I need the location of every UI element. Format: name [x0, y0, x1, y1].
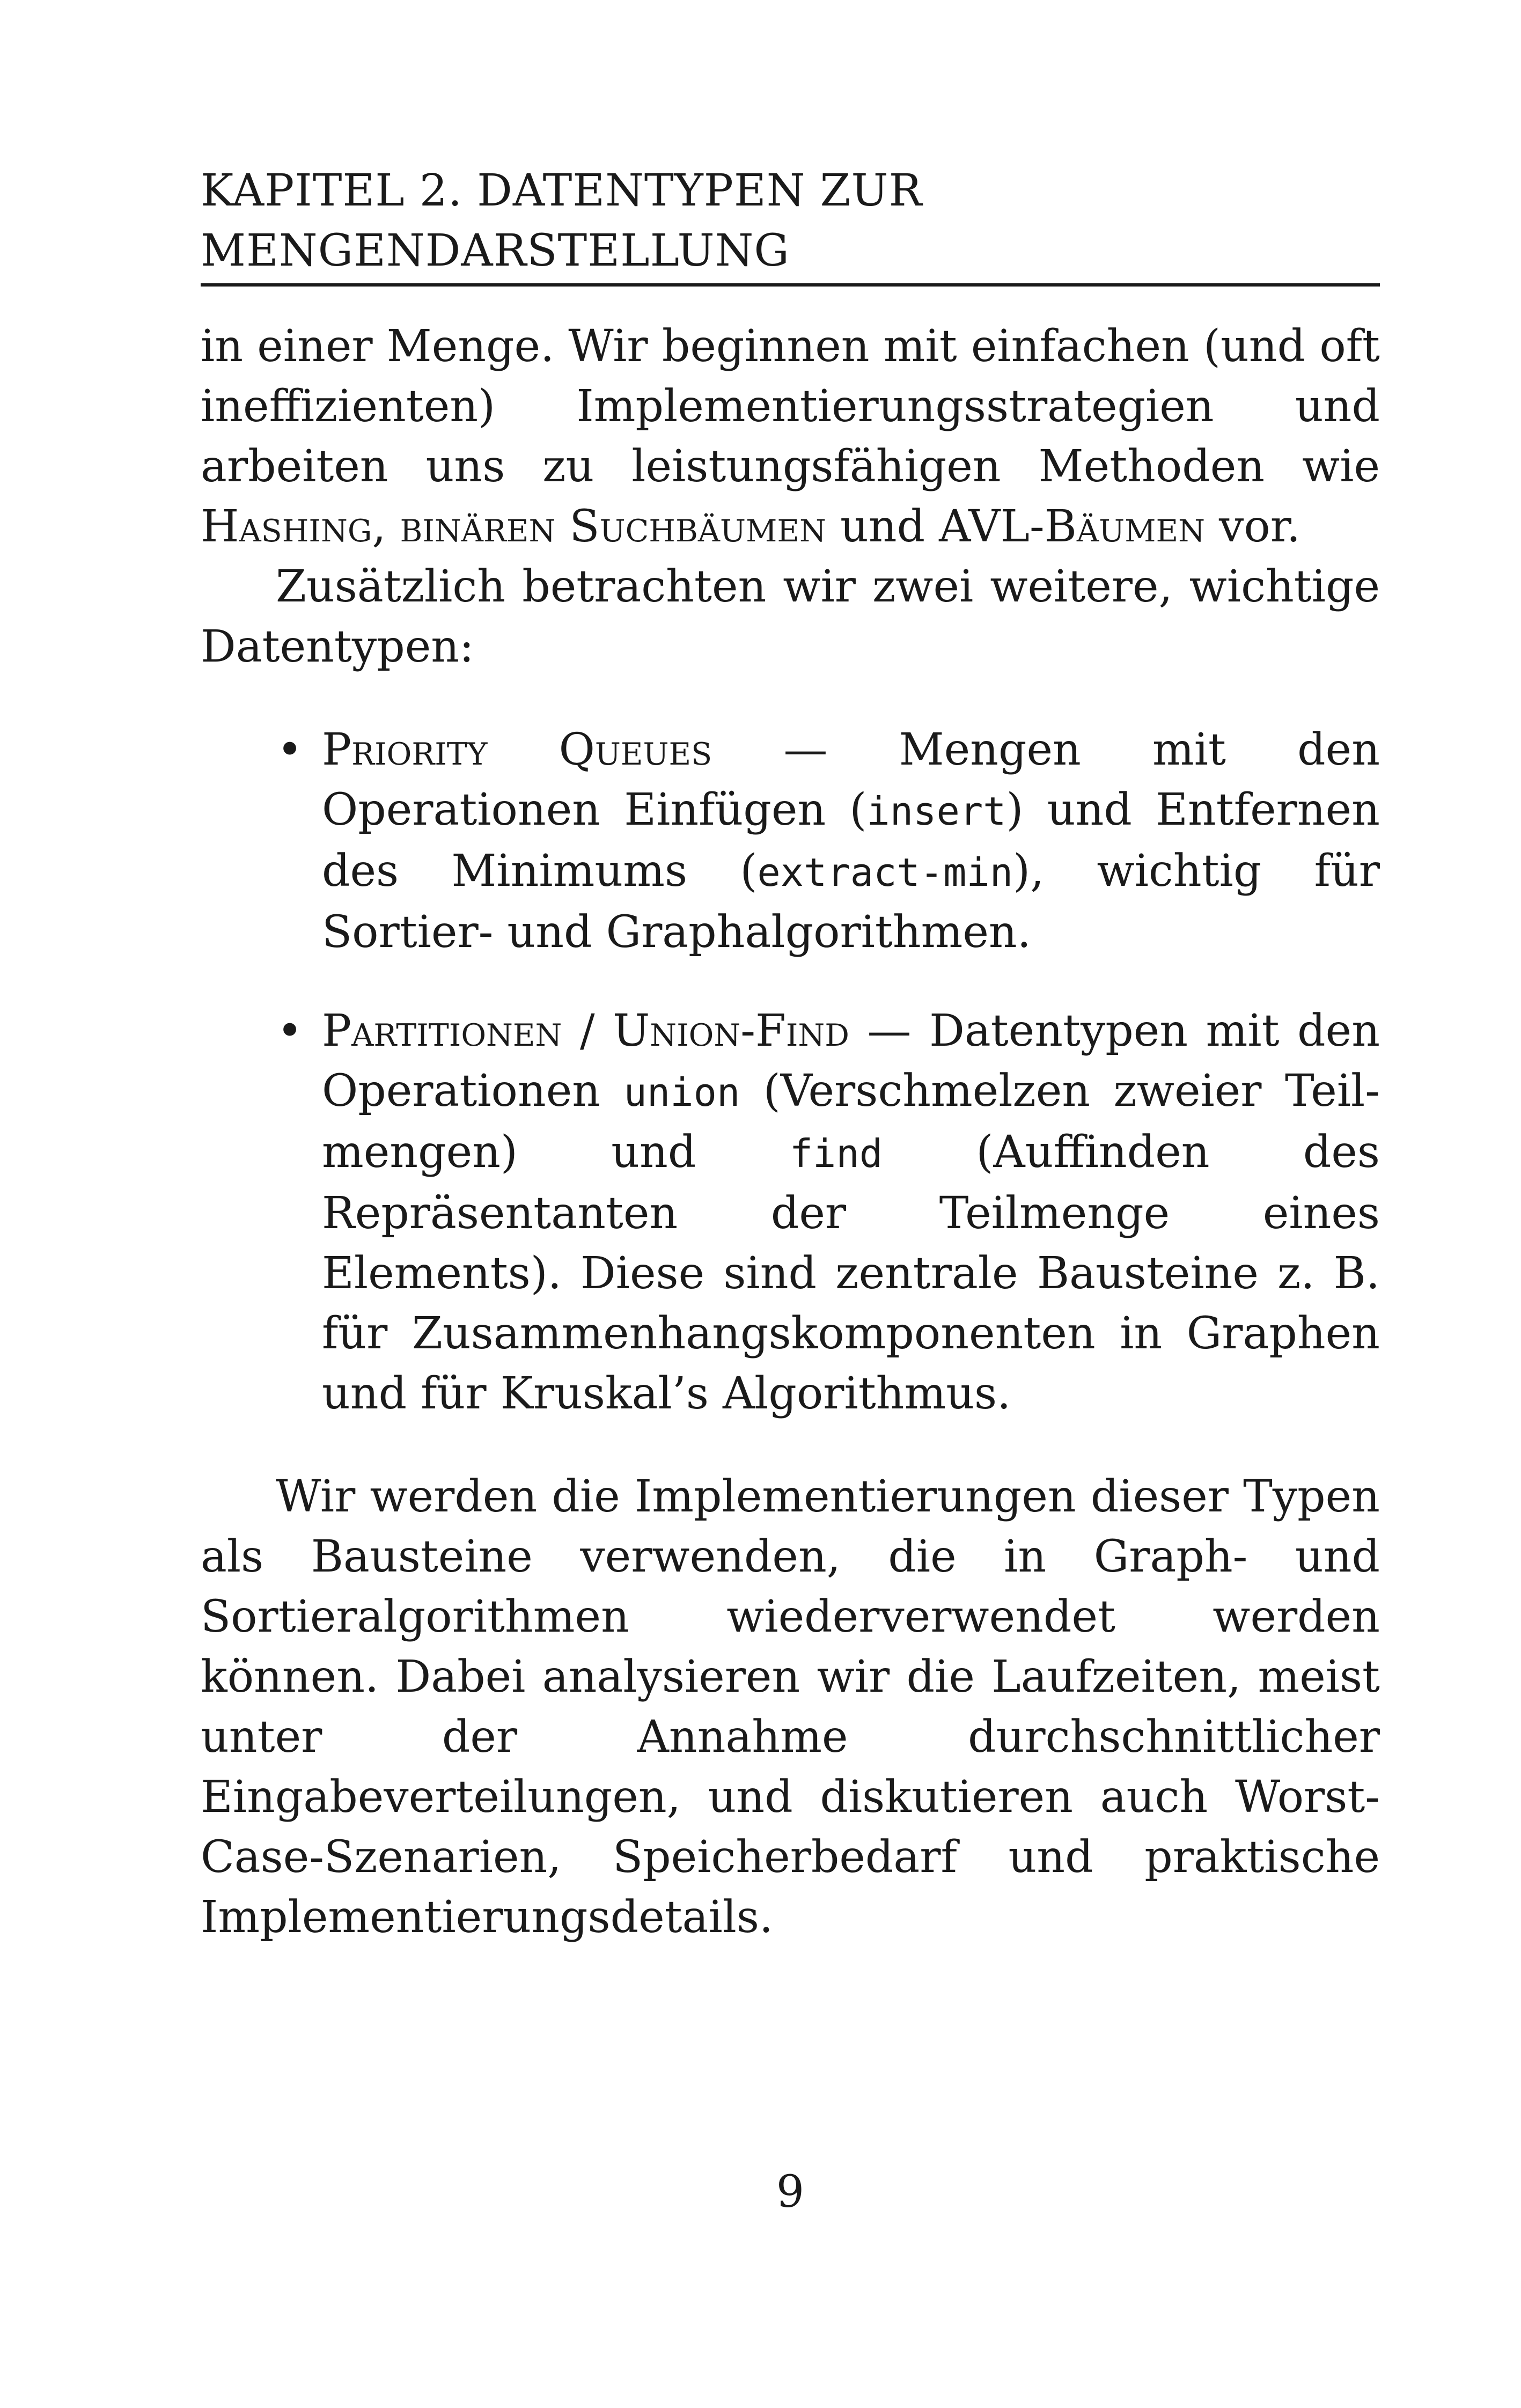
term-union-find: Partitionen / Union-Find: [322, 1005, 849, 1056]
bullet-icon: •: [276, 1005, 303, 1056]
connector-und: und: [826, 501, 939, 552]
list-item-union-find: [201, 1001, 1380, 1424]
page-body: [201, 317, 1380, 1948]
paragraph-intro: [201, 317, 1380, 557]
code-extract-min: extract-min: [757, 850, 1013, 895]
item2-text-c: (Auffinden des Repräsentanten der Teilmenge eines Elements). Diese sind zentrale Bausteine z. B. für Zusammenhangskomponenten in Graphen und für Kruskal’s Algorithmus.: [322, 1127, 1380, 1419]
code-find: find: [789, 1131, 883, 1176]
book-page: [201, 0, 1380, 2408]
paragraph-implementations: Wir werden die Implementierungen dieser Typen als Bausteine verwenden, die in Graph- und Sortieralgorithmen wiederverwendet werden können. Dabei analysieren wir die Laufzeiten, meist unter der Annahme durchschnittlicher Eingabeverteilungen, und diskutieren auch Worst-Case-Szenarien, Speicherbedarf und praktische Implementierungsdetails.: [201, 1471, 1380, 1943]
item2-text-a: — Datentypen mit den Operationen: [322, 1005, 1380, 1117]
page-number: 9: [776, 2167, 805, 2218]
separator-comma: ,: [372, 501, 400, 552]
data-type-list: [201, 720, 1380, 1424]
term-priority-queues: Priority Queues: [322, 724, 712, 775]
code-insert: insert: [866, 789, 1006, 834]
item1-text-b: ) und Entfernen des Minimums (: [322, 784, 1380, 897]
code-union: union: [623, 1070, 740, 1115]
term-hashing: Hashing: [201, 501, 372, 552]
item2-text-b: (Verschmelzen zweier Teilmengen) und: [322, 1066, 1380, 1178]
bullet-icon: •: [276, 724, 303, 775]
paragraph-intro-text: in einer Menge. Wir beginnen mit einfachen (und oft ineffizienten) Implementierungsstrategien und arbeiten uns zu leistungsfähigen Methoden wie: [201, 321, 1380, 492]
item1-text-a: — Mengen mit den Operationen Einfügen (: [322, 724, 1380, 835]
paragraph-intro-end: vor.: [1204, 501, 1300, 552]
running-head-line-1: KAPITEL 2. DATENTYPEN ZUR: [201, 165, 923, 216]
term-avl-trees: AVL-Bäumen: [939, 501, 1205, 552]
item1-text-c: ), wichtig für Sortier- und Graphalgorithmen.: [322, 846, 1380, 958]
header-rule: [201, 283, 1380, 287]
running-head-line-2: MENGENDARSTELLUNG: [201, 225, 790, 276]
term-binary-search-trees: binären Suchbäumen: [400, 501, 826, 552]
list-item-priority-queues: [201, 720, 1380, 963]
paragraph-additional-types: Zusätzlich betrachten wir zwei weitere, wichtige Datentypen:: [201, 561, 1380, 672]
running-head: [201, 161, 1380, 281]
